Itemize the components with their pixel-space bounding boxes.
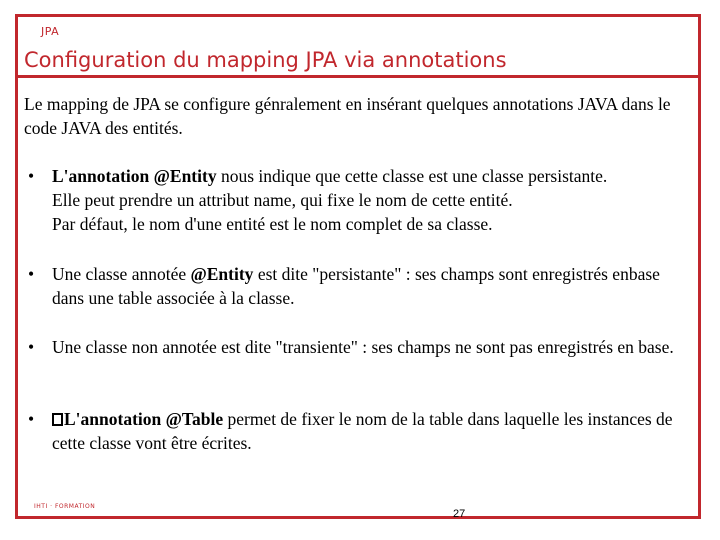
intro-paragraph: Le mapping de JPA se configure génralement en insérant quelques annotations JAVA dans le code JAVA des entités.: [24, 94, 671, 138]
list-item-transiente: [28, 335, 693, 359]
list-item-table: [28, 407, 693, 455]
list-item-text: [52, 262, 693, 310]
line-text: Une classe annotée: [52, 264, 191, 284]
missing-glyph-icon: [52, 413, 63, 426]
list-item-text: [52, 407, 693, 455]
bullet-icon: •: [28, 409, 35, 429]
page-number: 27: [453, 508, 466, 520]
line-text: Par défaut, le nom d'une entité est le nom complet de sa classe.: [52, 214, 493, 234]
bullet-icon: •: [28, 337, 35, 357]
footer-logo: IHTI · FORMATION: [34, 503, 96, 510]
title-divider: [18, 75, 698, 78]
page-title: Configuration du mapping JPA via annotations: [24, 48, 507, 72]
list-item-text: Une classe non annotée est dite "transiente" : ses champs ne sont pas enregistrés en base.: [52, 337, 674, 357]
bold-term: L'annotation @Entity: [52, 166, 217, 186]
list-item-persistante: [28, 262, 693, 310]
line-text: permet de fixer le nom de la table dans laquelle les instances de cette classe vont être écrites.: [52, 409, 673, 453]
line-text: Elle peut prendre un attribut name, qui fixe le nom de cette entité.: [52, 190, 513, 210]
list-item-entity: [28, 164, 693, 236]
line-text: est dite "persistante" : ses champs sont enregistrés enbase dans une table associée à la classe.: [52, 264, 660, 308]
bold-term: L'annotation @Table: [64, 409, 224, 429]
header-tag: JPA: [41, 25, 60, 38]
bold-term: @Entity: [190, 264, 254, 284]
line-text: nous indique que cette classe est une classe persistante.: [216, 166, 608, 186]
bullet-icon: •: [28, 264, 35, 284]
list-item-text: [52, 164, 693, 236]
bullet-icon: •: [28, 166, 35, 186]
